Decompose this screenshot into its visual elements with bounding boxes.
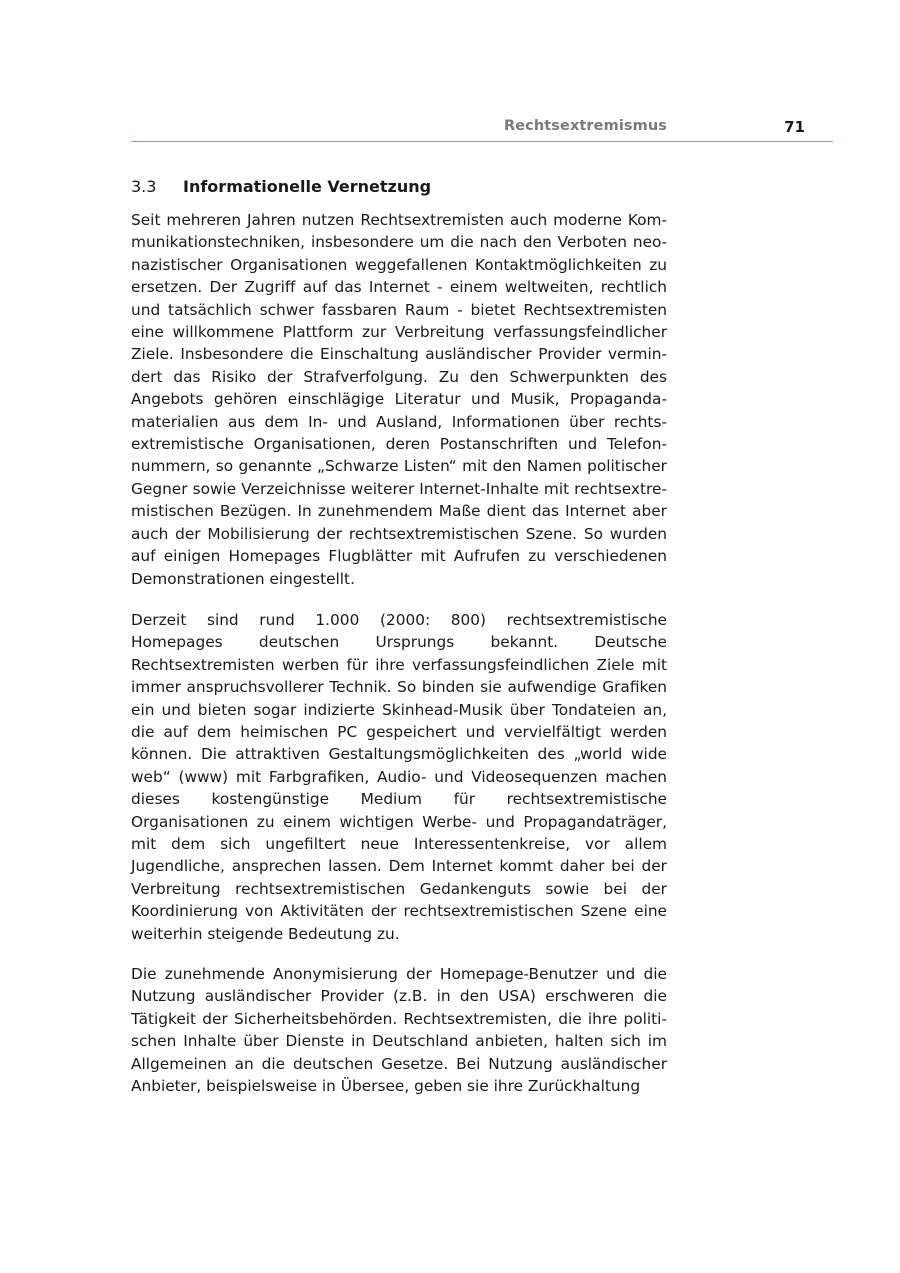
paragraph-text: Derzeit sind rund 1.000 (2000: 800) rechtsextremistische Homepages deutschen Ursprungs bekannt. Deutsche Rechtsextremisten werben für ihre verfassungsfeindlichen Ziele mit immer anspruchsvollerer Technik. So binden sie aufwendige Grafiken ein und bieten sogar indizierte Skinhead-Musik über Tondateien an, die auf dem heimischen PC gespeichert und vervielfältigt werden können. Die attraktiven Gestaltungsmöglichkeiten des „world wide web“ (www) mit Farbgrafiken, Audio- und Videosequenzen machen dieses kostengünstige Medium für rechtsextremistische Organisationen zu einem wichtigen Werbe- und Propagandaträger, mit dem sich ungefiltert neue Interessentenkreise, vor allem Jugendliche, ansprechen lassen. Dem Internet kommt daher bei der Verbreitung rechtsextremistischen Gedankenguts sowie bei der Koordinierung von Aktivitäten der rechtsextremistischen Szene eine weiterhin steigende Bedeutung zu. bbox=[131, 611, 667, 943]
section-title: Informationelle Vernetzung bbox=[183, 177, 432, 196]
running-title: Rechtsextremismus bbox=[503, 118, 667, 134]
section-heading bbox=[131, 176, 671, 198]
page-number: 71 bbox=[784, 118, 805, 136]
body-paragraph-2 bbox=[131, 609, 667, 945]
header-rule bbox=[131, 141, 833, 142]
body-paragraph-1 bbox=[131, 209, 667, 590]
paragraph-text: Die zunehmende Anonymisierung der Homepage-Benutzer und die Nutzung ausländischer Provider (z.B. in den USA) erschweren die Tätigkeit der Sicherheitsbehörden. Rechtsextremisten, die ihre politischen Inhalte über Dienste in Deutschland anbieten, halten sich im Allgemeinen an die deutschen Gesetze. Bei Nutzung ausländischer Anbieter, beispielsweise in Übersee, geben sie ihre Zurückhaltung bbox=[131, 965, 667, 1096]
running-header bbox=[131, 118, 833, 140]
paragraph-text: Seit mehreren Jahren nutzen Rechtsextremisten auch moderne Kommunikationstechniken, insbesondere um die nach den Verboten neonazistischer Organisationen weggefallenen Kontaktmöglichkeiten zu ersetzen. Der Zugriff auf das Internet - einem weltweiten, rechtlich und tatsächlich schwer fassbaren Raum - bietet Rechtsextremisten eine willkommene Plattform zur Verbreitung verfassungsfeindlicher Ziele. Insbesondere die Einschaltung ausländischer Provider vermindert das Risiko der Strafverfolgung. Zu den Schwerpunkten des Angebots gehören einschlägige Literatur und Musik, Propagandamaterialien aus dem In- und Ausland, Informationen über rechtsextremistische Organisationen, deren Postanschriften und Telefonnummern, so genannte „Schwarze Listen“ mit den Namen politischer Gegner sowie Verzeichnisse weiterer Internet-Inhalte mit rechtsextremistischen Bezügen. In zunehmendem Maße dient das Internet aber auch der Mobilisierung der rechtsextremistischen Szene. So wurden auf einigen Homepages Flugblätter mit Aufrufen zu verschiedenen Demonstrationen eingestellt. bbox=[131, 211, 667, 588]
body-paragraph-3 bbox=[131, 963, 667, 1097]
section-number: 3.3 bbox=[131, 177, 157, 196]
